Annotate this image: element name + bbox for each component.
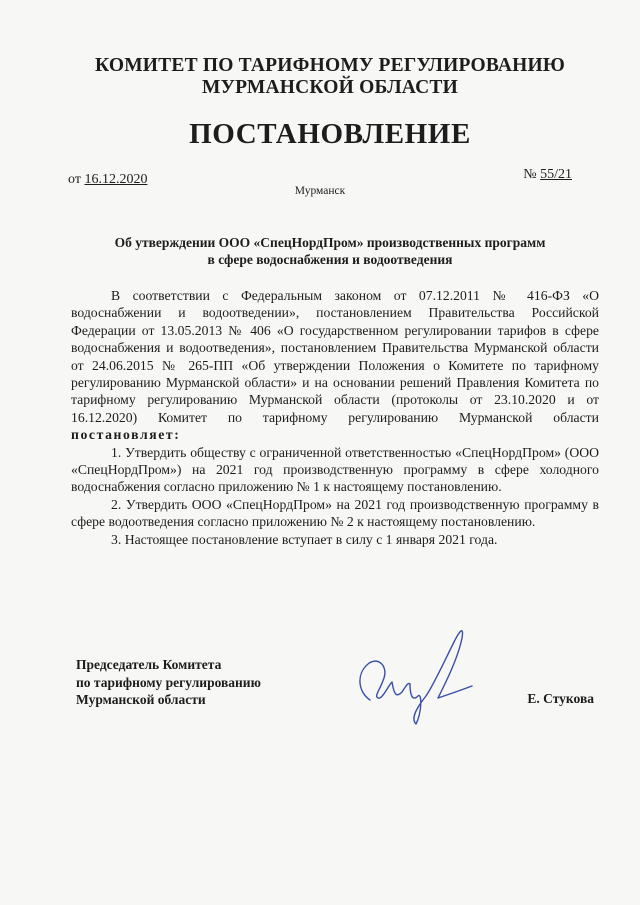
date-prefix: от — [68, 172, 81, 187]
decree-word: постановляет — [71, 427, 175, 443]
subject-line-1: Об утверждении ООО «СпецНордПром» производственных программ — [114, 235, 546, 250]
document-body — [71, 287, 599, 548]
number-value: 55/21 — [540, 167, 572, 182]
subject-line-2: в сфере водоснабжения и водоотведения — [207, 252, 453, 267]
handwritten-signature — [348, 622, 478, 732]
document-number — [523, 167, 572, 183]
date-value: 16.12.2020 — [84, 172, 148, 187]
decree-item-2: 2. Утвердить ООО «СпецНордПром» на 2021 год производственную программу в сфере водоотведения согласно приложению № 2 к настоящему постановлению. — [71, 496, 599, 530]
decree-item-3: 3. Настоящее постановление вступает в силу с 1 января 2021 года. — [111, 531, 498, 547]
preamble-paragraph — [71, 287, 599, 444]
organization-name — [60, 55, 600, 99]
position-line-2: по тарифному регулированию — [76, 674, 261, 690]
position-line-3: Мурманской области — [76, 692, 206, 707]
number-prefix: № — [523, 167, 537, 182]
org-line-2: МУРМАНСКОЙ ОБЛАСТИ — [202, 77, 458, 98]
org-line-1: КОМИТЕТ ПО ТАРИФНОМУ РЕГУЛИРОВАНИЮ — [94, 55, 566, 76]
position-line-1: Председатель Комитета — [76, 657, 222, 672]
signatory-name: Е. Стукова — [527, 691, 594, 706]
signatory-position — [76, 656, 261, 709]
decree-colon: : — [174, 427, 181, 443]
document-subject — [70, 234, 590, 268]
decree-item-1: 1. Утвердить обществу с ограниченной ответственностью «СпецНордПром» (ООО «СпецНордПром») на 2021 год производственную программу в сфере холодного водоснабжения согласно приложению № 1 к настоящему постановлению. — [71, 444, 599, 495]
preamble-text: В соответствии с Федеральным законом от 07.12.2011 № 416-ФЗ «О водоснабжении и водоотведении», постановлением Правительства Российской Федерации от 13.05.2013 № 406 «О государственном регулировании тарифов в сфере водоснабжения и водоотведения», постановлением Правительства Мурманской области от 24.06.2015 № 265-ПП «Об утверждении Положения о Комитете по тарифному регулированию Мурманской области» и на основании решений Правления Комитета по тарифному регулированию Мурманской области (протоколы от 23.10.2020 и от 16.12.2020) Комитет по тарифному регулированию Мурманской области — [71, 288, 599, 425]
document-type-title: ПОСТАНОВЛЕНИЕ — [189, 118, 471, 150]
issue-city: Мурманск — [294, 185, 346, 197]
